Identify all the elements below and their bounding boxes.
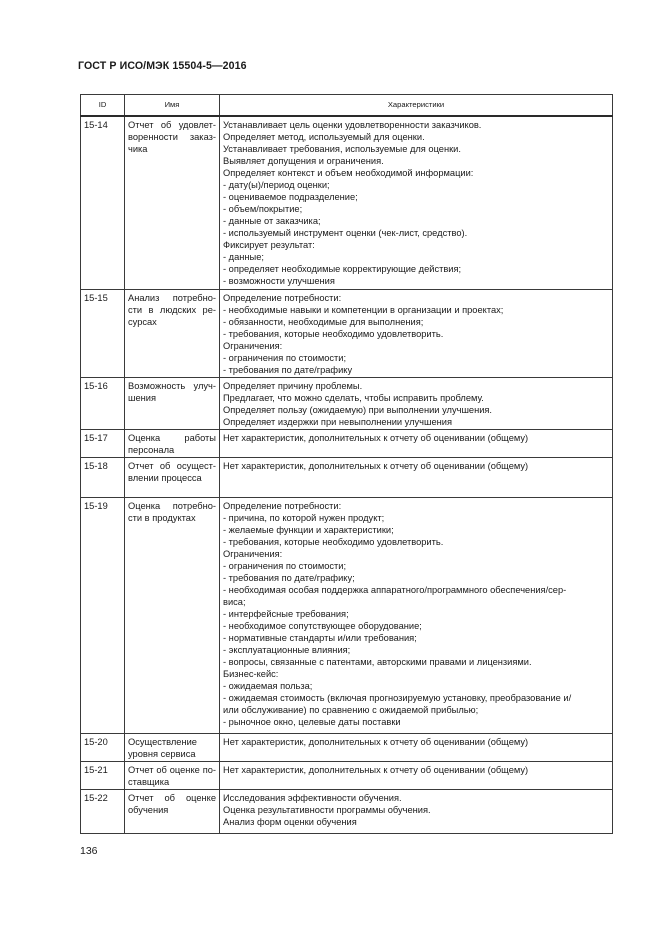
- row-id: 15-20: [81, 733, 125, 761]
- characteristic-line: - нормативные стандарты и/или требования;: [223, 632, 417, 643]
- row-id: 15-14: [81, 116, 125, 289]
- characteristic-line: Определение потребности:: [223, 500, 342, 511]
- table-row: [81, 429, 613, 457]
- characteristic-line: - требования, которые необходимо удовлетворить.: [223, 536, 444, 547]
- characteristics-table: [80, 94, 613, 834]
- characteristic-line: Нет характеристик, дополнительных к отчету об оценивании (общему): [223, 432, 529, 443]
- row-name: Отчет об удовлет-воренности заказ-чика: [125, 116, 220, 289]
- characteristic-line: Определение потребности:: [223, 292, 342, 303]
- row-characteristics: [220, 377, 613, 429]
- row-id: 15-17: [81, 429, 125, 457]
- row-characteristics: [220, 761, 613, 789]
- characteristic-line: - необходимая особая поддержка аппаратного/программного обеспечения/сер-: [223, 584, 567, 595]
- characteristic-line: - объем/покрытие;: [223, 204, 303, 214]
- characteristic-line: Устанавливает требования, используемые для оценки.: [223, 144, 461, 154]
- row-characteristics: [220, 733, 613, 761]
- table-row: [81, 289, 613, 377]
- table-body: [81, 116, 613, 833]
- characteristic-line: Определяет пользу (ожидаемую) при выполнении улучшения.: [223, 404, 493, 415]
- characteristic-line: Определяет метод, используемый для оценки.: [223, 132, 425, 142]
- row-name: Анализ потребно-сти в людских ре-сурсах: [125, 289, 220, 377]
- characteristic-line: - используемый инструмент оценки (чек-лист, средство).: [223, 228, 468, 238]
- row-id: 15-16: [81, 377, 125, 429]
- characteristic-line: - необходимое сопутствующее оборудование;: [223, 620, 422, 631]
- characteristic-line: - ограничения по стоимости;: [223, 560, 347, 571]
- characteristic-line: Исследования эффективности обучения.: [223, 792, 402, 803]
- row-id: 15-22: [81, 789, 125, 833]
- table-row: [81, 733, 613, 761]
- characteristic-line: - возможности улучшения: [223, 276, 335, 286]
- characteristic-line: Определяет издержки при невыполнении улучшения: [223, 416, 453, 427]
- characteristic-line: или обслуживание) по сравнению с ожидаемой прибылью;: [223, 704, 479, 715]
- characteristic-line: Бизнес-кейс:: [223, 668, 279, 679]
- header-name: Имя: [125, 95, 220, 117]
- characteristic-line: - ограничения по стоимости;: [223, 352, 347, 363]
- characteristic-line: - требования, которые необходимо удовлетворить.: [223, 328, 444, 339]
- characteristic-line: Определяет контекст и объем необходимой информации:: [223, 168, 474, 178]
- document-title: ГОСТ Р ИСО/МЭК 15504-5—2016: [78, 60, 247, 72]
- characteristic-line: - определяет необходимые корректирующие действия;: [223, 264, 462, 274]
- row-characteristics: [220, 497, 613, 733]
- characteristic-line: - необходимые навыки и компетенции в организации и проектах;: [223, 304, 504, 315]
- characteristic-line: Оценка результативности программы обучения.: [223, 804, 431, 815]
- header-characteristics: Характеристики: [220, 95, 613, 117]
- characteristic-line: Нет характеристик, дополнительных к отчету об оценивании (общему): [223, 460, 529, 471]
- characteristic-line: - эксплуатационные влияния;: [223, 644, 351, 655]
- characteristic-line: Определяет причину проблемы.: [223, 380, 363, 391]
- characteristic-line: - причина, по которой нужен продукт;: [223, 512, 385, 523]
- characteristic-line: - обязанности, необходимые для выполнения;: [223, 316, 424, 327]
- row-characteristics: [220, 289, 613, 377]
- row-characteristics: [220, 429, 613, 457]
- characteristic-line: - оцениваемое подразделение;: [223, 192, 358, 202]
- table-row: [81, 497, 613, 733]
- page-number: 136: [80, 845, 98, 857]
- characteristic-line: - интерфейсные требования;: [223, 608, 349, 619]
- characteristic-line: - требования по дате/графику;: [223, 572, 355, 583]
- characteristic-line: Ограничения:: [223, 548, 283, 559]
- characteristic-line: Выявляет допущения и ограничения.: [223, 156, 384, 166]
- characteristic-line: - ожидаемая стоимость (включая прогнозируемую установку, преобразование и/: [223, 692, 572, 703]
- table-row: [81, 761, 613, 789]
- characteristic-line: - требования по дате/графику: [223, 364, 353, 375]
- characteristic-line: - данные;: [223, 252, 264, 262]
- characteristic-line: - данные от заказчика;: [223, 216, 321, 226]
- row-id: 15-19: [81, 497, 125, 733]
- row-id: 15-18: [81, 457, 125, 497]
- characteristic-line: Устанавливает цель оценки удовлетворенности заказчиков.: [223, 120, 482, 130]
- row-name: Отчет об осущест-влении процесса: [125, 457, 220, 497]
- row-characteristics: [220, 457, 613, 497]
- characteristic-line: Нет характеристик, дополнительных к отчету об оценивании (общему): [223, 736, 529, 747]
- characteristic-line: виса;: [223, 596, 246, 607]
- characteristic-line: - желаемые функции и характеристики;: [223, 524, 394, 535]
- table-row: [81, 789, 613, 833]
- row-name: Осуществление уровня сервиса: [125, 733, 220, 761]
- row-characteristics: [220, 789, 613, 833]
- row-name: Оценка работы персонала: [125, 429, 220, 457]
- characteristic-line: - ожидаемая польза;: [223, 680, 313, 691]
- table-row: [81, 377, 613, 429]
- characteristic-line: Предлагает, что можно сделать, чтобы исправить проблему.: [223, 392, 484, 403]
- row-id: 15-21: [81, 761, 125, 789]
- characteristic-line: - дату(ы)/период оценки;: [223, 180, 330, 190]
- characteristic-line: Нет характеристик, дополнительных к отчету об оценивании (общему): [223, 764, 529, 775]
- characteristic-line: - рыночное окно, целевые даты поставки: [223, 716, 401, 727]
- characteristic-line: Ограничения:: [223, 340, 283, 351]
- row-id: 15-15: [81, 289, 125, 377]
- row-name: Возможность улуч-шения: [125, 377, 220, 429]
- row-name: Отчет об оценке обучения: [125, 789, 220, 833]
- row-characteristics: [220, 116, 613, 289]
- characteristic-line: Анализ форм оценки обучения: [223, 816, 357, 827]
- table-row: [81, 116, 613, 289]
- header-id: ID: [81, 95, 125, 117]
- table-header-row: [81, 95, 613, 117]
- row-name: Отчет об оценке по-ставщика: [125, 761, 220, 789]
- characteristic-line: Фиксирует результат:: [223, 240, 315, 250]
- characteristic-line: - вопросы, связанные с патентами, авторскими правами и лицензиями.: [223, 656, 532, 667]
- row-name: Оценка потребно-сти в продуктах: [125, 497, 220, 733]
- table-row: [81, 457, 613, 497]
